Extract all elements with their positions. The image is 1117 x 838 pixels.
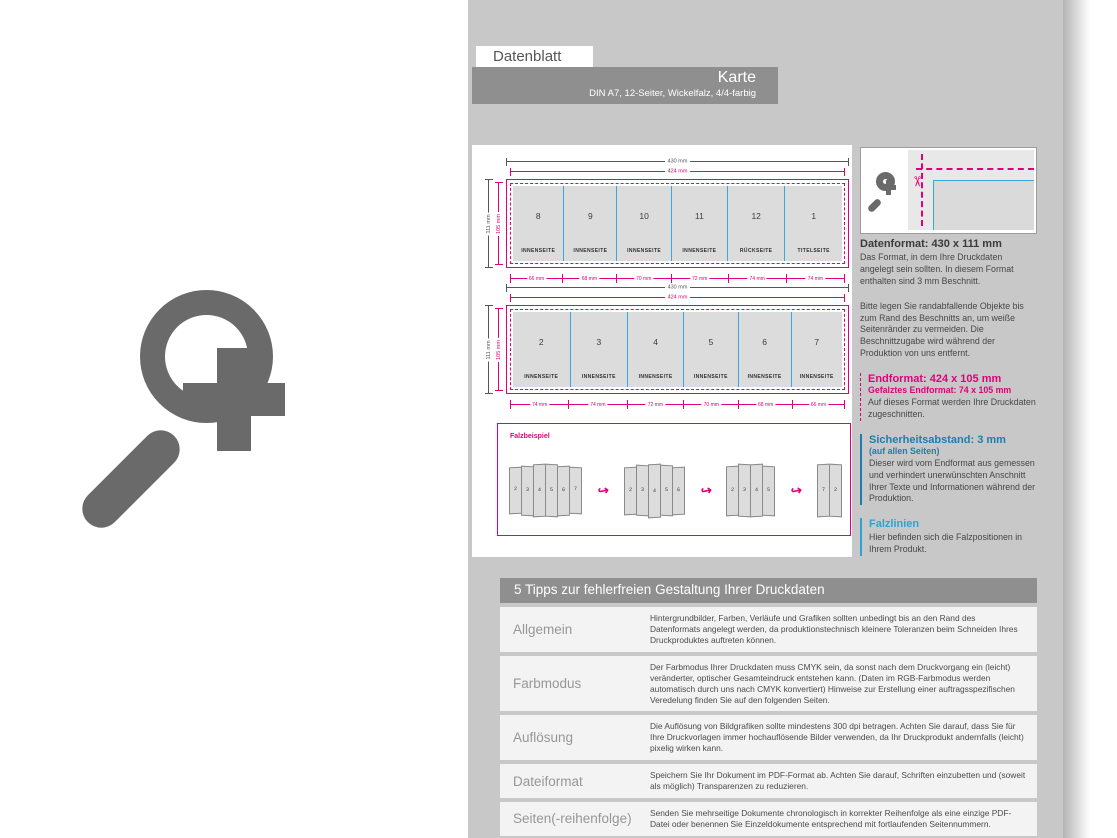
fold-stage-page-number: 4: [755, 486, 759, 494]
sidebar-section-subtitle: (auf allen Seiten): [869, 445, 940, 456]
tips-row: [500, 764, 1037, 798]
page-number: 6: [762, 337, 767, 347]
page-side-label: INNENSEITE: [521, 248, 556, 254]
sidebar-section-subtitle: Gefalztes Endformat: 74 x 105 mm: [868, 385, 1012, 395]
fold-width-label: 68 mm: [758, 401, 774, 408]
fold-stage-page-number: 5: [550, 486, 553, 494]
page-number: 1: [811, 211, 817, 221]
tips-row: [500, 802, 1037, 836]
page-panel: [791, 312, 842, 387]
dim-height-total: [486, 179, 492, 268]
fold-example-box: [497, 423, 851, 536]
sidebar-section: [860, 518, 1038, 556]
fold-width-segment: [683, 400, 738, 409]
panel-strip: [513, 186, 842, 261]
tab-datenblatt[interactable]: Datenblatt: [476, 46, 593, 67]
dim-width-total-label: 430 mm: [665, 159, 691, 165]
plus-icon: [886, 180, 891, 195]
fold-stage-page-number: 7: [822, 486, 825, 494]
tips-row-text: Speichern Sie Ihr Dokument im PDF-Format ab. Achten Sie darauf, Schriften einzubetten und (soweit als möglich) Transparenzen zu reduzieren.: [650, 770, 1026, 792]
fold-width-label: 72 mm: [692, 275, 708, 282]
page-number: 3: [596, 337, 602, 347]
fold-stage-panel: [660, 465, 673, 517]
fold-stage: [625, 464, 685, 518]
sidebar-section: [860, 301, 1038, 360]
page-number: 5: [708, 337, 714, 347]
sheet-shadow: [1063, 0, 1090, 838]
tips-row-text: Die Auflösung von Bildgrafiken sollte mindestens 300 dpi betragen. Achten Sie darauf, dass Sie für Ihre Druckvorlagen immer hochauflösende Bilder verwenden, da Ihr Druckprodukt andernfalls (leicht) pixelig wirken kann.: [650, 721, 1024, 754]
fold-width-segment: [792, 400, 845, 409]
page-panel: [513, 186, 563, 261]
page-number: 9: [588, 211, 593, 221]
tips-row-label: Auflösung: [513, 730, 574, 746]
fold-width-segment: [510, 400, 568, 409]
magnifier-handle: [867, 198, 883, 214]
tips-row: [500, 715, 1037, 760]
tips-row-label: Allgemein: [513, 621, 573, 637]
page-number: 11: [694, 211, 704, 221]
fold-width-label: 74 mm: [531, 401, 548, 408]
zoom-plus-icon-small: [870, 170, 910, 214]
page-panel: [570, 312, 628, 387]
fold-stage-panel: [829, 464, 842, 517]
sidebar-section: [860, 238, 1038, 288]
datenformat-rect: [506, 305, 849, 394]
fold-stage-page-number: 2: [834, 486, 837, 494]
page-side-label: INNENSEITE: [627, 248, 662, 254]
sidebar-section-body: Dieser wird vom Endformat aus gemessen und verhindert unerwünschten Anschnitt Ihrer Texte und Informationen während der Produktion.: [869, 457, 1036, 504]
fold-arrow-icon: ↪: [698, 481, 713, 499]
sidebar-section: [860, 434, 1038, 506]
page-title: Karte: [717, 69, 756, 86]
fold-width-label: 74 mm: [590, 401, 606, 408]
page-number: 12: [751, 211, 761, 221]
dim-height-total-label: 111 mm: [486, 339, 492, 360]
dim-width-endformat: [510, 294, 845, 301]
fold-stage-page-number: 3: [640, 486, 644, 494]
fold-width-label: 72 mm: [647, 401, 663, 408]
plus-icon: [217, 348, 251, 451]
dim-width-total-label: 430 mm: [665, 285, 691, 291]
fold-stage-page-number: 2: [731, 486, 735, 493]
fold-width-label: 70 mm: [703, 401, 719, 408]
page-number: 4: [653, 337, 658, 347]
fold-stage-panel: [762, 465, 775, 515]
fold-example-label: Falzbeispiel: [510, 433, 550, 440]
dim-width-endformat: [510, 168, 845, 175]
tips-row-text: Hintergrundbilder, Farben, Verläufe und Grafiken sollten unbedingt bis an den Rand des Datenformats angelegt werden, da produktionstechnisch kleinere Toleranzen beim Schneiden Ihres Druckproduktes auftreten können.: [650, 613, 1018, 645]
page-panel: [784, 186, 842, 261]
fold-stage-page-number: 4: [652, 487, 656, 494]
fold-stage-page-number: 2: [628, 486, 632, 493]
sidebar-section-title: Endformat: 424 x 105 mm: [868, 373, 1002, 385]
tips-row-text: Senden Sie mehrseitige Dokumente chronologisch in korrekter Reihenfolge als eine einzige PDF-Datei oder benennen Sie Einzeldokumente entsprechend mit fortlaufenden Seitennummern.: [650, 808, 1012, 829]
fold-stage-panel: [569, 467, 582, 514]
page-panel: [616, 186, 670, 261]
sidebar-section-body: Auf dieses Format werden Ihre Druckdaten zugeschnitten.: [868, 397, 1036, 419]
page-side-label: INNENSEITE: [581, 374, 616, 380]
fold-width-segment: [568, 400, 626, 409]
fold-width-label: 74 mm: [807, 275, 824, 282]
fold-stage: [727, 464, 775, 517]
fold-stage-panel: [624, 466, 637, 515]
safety-corner-line: [933, 180, 1034, 230]
sidebar-section-body: Das Format, in dem Ihre Druckdaten angelegt sein sollten. In diesem Format enthalten sind 3 mm Beschnitt.: [860, 252, 1014, 286]
fold-diagram-outer: [472, 146, 852, 288]
endformat-dashed-rect: [510, 183, 845, 264]
fold-stage-page-number: 5: [664, 486, 668, 494]
fold-stage-page-number: 6: [676, 486, 680, 493]
fold-stage-page-number: 3: [743, 486, 747, 494]
dim-width-endformat-label: 424 mm: [665, 295, 691, 301]
datasheet-sheet: [468, 0, 1063, 838]
fold-stage-page-number: 4: [538, 486, 541, 494]
fold-stage-page-number: 6: [562, 486, 565, 493]
page-panel: [738, 312, 791, 387]
sidebar-section-body: Bitte legen Sie randabfallende Objekte bis zum Rand des Beschnitts an, um weiße Seitenränder zu vermeiden. Die Beschnittzugabe wird während der Produktion von uns entfernt.: [860, 300, 1024, 359]
tips-row: [500, 656, 1037, 712]
fold-diagram-inner: [472, 272, 852, 414]
magnifier-handle: [74, 422, 187, 535]
sidebar-sections: [860, 238, 1038, 569]
page-side-label: INNENSEITE: [799, 374, 834, 380]
dim-height-endformat-label: 105 mm: [496, 213, 502, 234]
page-panel: [683, 312, 737, 387]
corner-detail-illustration: [908, 150, 1034, 230]
fold-stage-panel: [648, 463, 661, 518]
page-panel: [563, 186, 616, 261]
bleed-line-vertical: [921, 154, 923, 226]
scissors-icon: ✂: [909, 175, 926, 188]
page-side-label: INNENSEITE: [638, 374, 673, 380]
tips-row-text: Der Farbmodus Ihrer Druckdaten muss CMYK sein, da sonst nach dem Druckvorgang ein (leicht) veränderter, optischer Gesamteindruck entstehen kann. (Daten im RGB-Farbmodus werden automatisch durch uns nach CMYK konvertiert) Hinweise zur Erstellung einer auftragsspezifischen Veredelung finden Sie auf den folgenden Seiten.: [650, 661, 1015, 705]
sidebar-section-title: Sicherheitsabstand: 3 mm: [869, 433, 1006, 446]
fold-stage-page-number: 7: [574, 486, 577, 493]
page-panel: [727, 186, 785, 261]
page-side-label: INNENSEITE: [682, 248, 717, 254]
fold-arrow-icon: ↪: [596, 481, 611, 499]
tips-row-label: Seiten(-reihenfolge): [513, 811, 632, 827]
tips-row-label: Farbmodus: [513, 676, 582, 692]
fold-arrow-icon: ↪: [789, 481, 804, 499]
page-side-label: TITELSEITE: [797, 248, 830, 254]
tips-row-label: Dateiformat: [513, 773, 583, 789]
page-side-label: INNENSEITE: [524, 374, 559, 380]
fold-stage: [818, 464, 842, 517]
fold-stage-panel: [636, 465, 649, 517]
fold-width-label: 68 mm: [581, 275, 597, 282]
sidebar-section: [860, 373, 1038, 421]
sidebar-section-body: Hier befinden sich die Falzpositionen in Ihrem Produkt.: [869, 532, 1023, 555]
fold-stage-page-number: 2: [514, 486, 517, 493]
fold-width-label: 66 mm: [528, 275, 545, 282]
page-number: 7: [814, 337, 820, 347]
dim-height-endformat-label: 105 mm: [496, 339, 502, 360]
fold-stage: [510, 464, 582, 517]
tips-table: [500, 607, 1037, 838]
sidebar-section-title: Datenformat: 430 x 111 mm: [860, 238, 1002, 250]
corner-preview-box: [860, 147, 1037, 234]
dim-width-total: [506, 158, 849, 165]
title-bar: [472, 67, 778, 104]
page-panel: [627, 312, 683, 387]
page-subtitle: DIN A7, 12-Seiter, Wickelfalz, 4/4-farbig: [589, 88, 756, 99]
bleed-line-horizontal: [916, 168, 1034, 170]
fold-width-label: 70 mm: [636, 275, 652, 282]
dim-height-endformat: [496, 308, 502, 391]
fold-width-dims: [510, 400, 845, 409]
tips-header: 5 Tipps zur fehlerfreien Gestaltung Ihrer Druckdaten: [500, 578, 1037, 603]
page-number: 2: [538, 337, 544, 347]
page-number: 10: [639, 211, 649, 221]
page-number: 8: [535, 211, 541, 221]
dim-height-endformat: [496, 182, 502, 265]
fold-width-segment: [738, 400, 792, 409]
page-side-label: INNENSEITE: [693, 374, 728, 380]
page-side-label: RÜCKSEITE: [739, 248, 773, 254]
fold-stage-page-number: 5: [767, 486, 771, 493]
page-panel: [671, 186, 727, 261]
dim-width-endformat-label: 424 mm: [665, 169, 691, 175]
page-side-label: INNENSEITE: [747, 374, 782, 380]
tips-row: [500, 607, 1037, 652]
panel-strip: [513, 312, 842, 387]
endformat-dashed-rect: [510, 309, 845, 390]
fold-stages: [510, 456, 842, 525]
dim-height-total: [486, 305, 492, 394]
dim-width-total: [506, 284, 849, 291]
fold-width-label: 74 mm: [749, 275, 765, 282]
page-panel: [513, 312, 570, 387]
dim-height-total-label: 111 mm: [486, 213, 492, 234]
fold-width-segment: [627, 400, 684, 409]
fold-stage-panel: [672, 466, 685, 515]
datenformat-rect: [506, 179, 849, 268]
sidebar-section-title: Falzlinien: [869, 518, 920, 531]
page-side-label: INNENSEITE: [573, 248, 608, 254]
fold-width-label: 66 mm: [810, 401, 827, 408]
fold-stage-page-number: 3: [526, 486, 529, 493]
